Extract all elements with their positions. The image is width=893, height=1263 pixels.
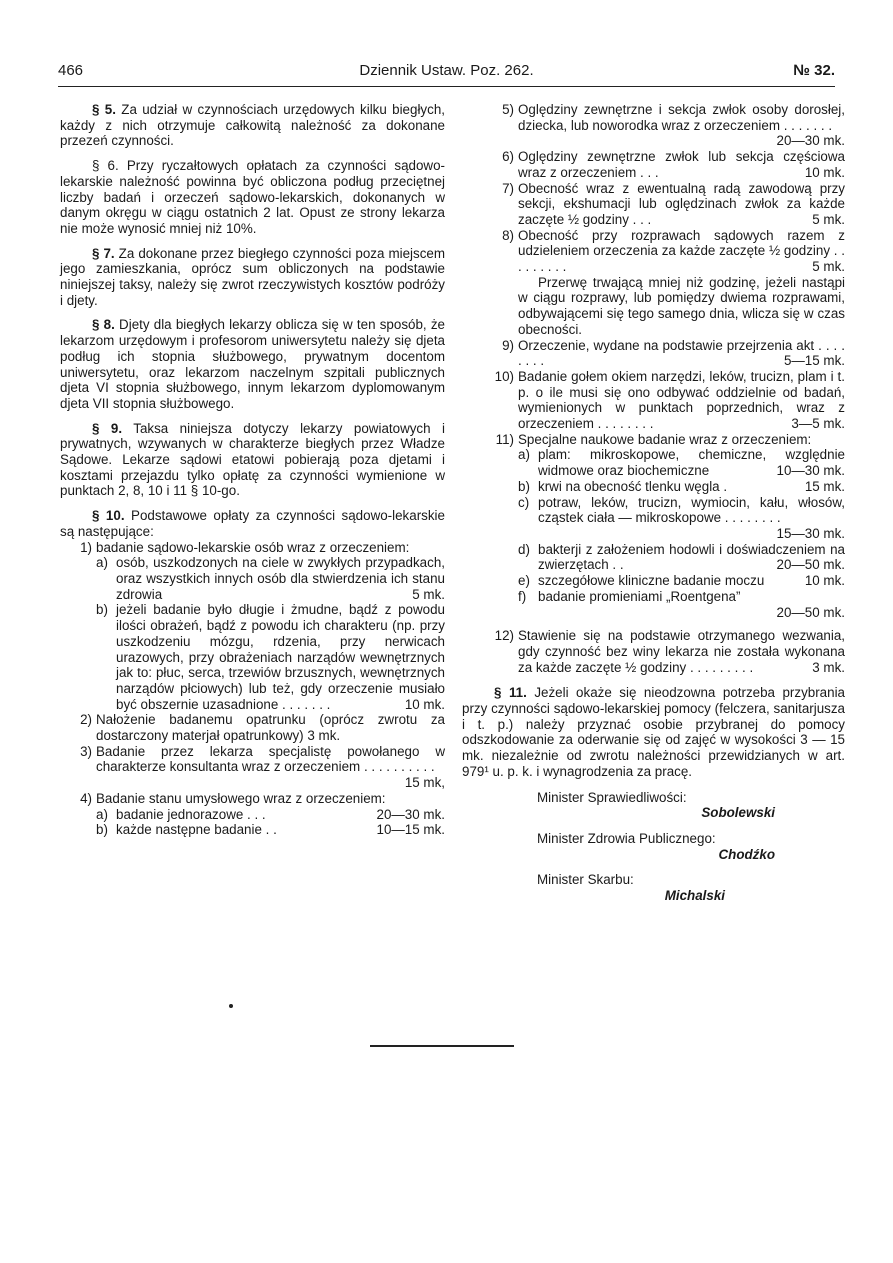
section-11: § 11. Jeżeli okaże się nieodzowna potrzeba przybrania przy czynności sądowo-lekarskiej pomocy (felczera, sanitarjusza i t. p.) należy przyznać osobie przybranej do pomocy odszkodowanie za oderwanie się od zajęć w wysokości 3 — 15 mk. niezależnie od zwrotu należności przewidzianych w art. 979¹ u. p. k. i wynagrodzenia za pracę. — [462, 685, 845, 779]
section-6: § 6. Przy ryczałtowych opłatach za czynności sądowo-lekarskie należność powinna być obliczona podług przeciętnej liczby badań i orzeczeń sądowo-lekarskich, dokonanych w danym okręgu w ciągu ostatnich 2 lat. Opust ze strony lekarza nie może wynosić mniej niż 10%. — [60, 158, 445, 236]
fee-item-9: 9) Orzeczenie, wydane na podstawie przejrzenia akt . . . . . . . . 5—15 mk. — [502, 337, 845, 369]
section-10: § 10. Podstawowe opłaty za czynności sądowo-lekarskie są następujące: — [60, 508, 445, 539]
signature-health: Minister Zdrowia Publicznego: Chodźko — [537, 830, 775, 862]
fee-item-11: 11) Specjalne naukowe badanie wraz z orzeczeniem: a) plam: mikroskopowe, chemiczne, względnie widmowe oraz biochemiczne 10—30 mk. b) krwi na obecność tlenku węgla . 15 mk. c) potraw, leków, trucizn, wymiocin, kału, włosów, cząstek ciała — mikroskopowe . . . . . . . . 15—30 mk. d) bakterji z założeniem hodowli i doświadczeniem na zwierzętach . . 20—50 mk. e) szczegółowe kliniczne badanie moczu 10 mk. f) badanie promieniami „Roentgena” 20—50 mk. — [495, 431, 845, 620]
fee-item-8-note: Przerwę trwającą mniej niż godzinę, jeżeli nastąpi w ciągu rozprawy, lub pomiędzy dwiema rozprawami, odbywającemi się tego samego dnia, wlicza się w czas obecności. — [518, 274, 845, 337]
fee-item-4: 4) Badanie stanu umysłowego wraz z orzeczeniem: a) badanie jednorazowe . . . 20—30 mk. b) każde następne badanie . . 10—15 mk. — [80, 790, 445, 838]
fee-item-1b: b) jeżeli badanie było długie i żmudne, bądź z powodu ilości obrażeń, bądź z powodu ich charakteru (np. przy uszkodzeniu mózgu, rdzenia, przy nerwicach urazowych, przy obrażeniach narządów wewnętrznych jak to: płuc, serca, trzewiów brzusznych, wewnętrznych narządów płciowych) lub też, gdy orzeczenie musiało być obszernie uzasadnione . . . . . . . 10 mk. — [96, 602, 445, 712]
fee-item-2: 2) Nałożenie badanemu opatrunku (oprócz zwrotu za dostarczony materjał opatrunkowy) 3 mk. — [80, 712, 445, 744]
fee-item-8: 8) Obecność przy rozprawach sądowych razem z udzieleniem orzeczenia za każde zaczęte ½ godziny . . . . . . . . . 5 mk. Przerwę trwającą mniej niż godzinę, jeżeli nastąpi w ciągu rozprawy, lub pomiędzy dwiema rozprawami, odbywającemi się tego samego dnia, wlicza się w czas obecności. — [502, 227, 845, 337]
journal-title: Dziennik Ustaw. Poz. 262. — [359, 62, 534, 79]
section-5: § 5. Za udział w czynnościach urzędowych kilku biegłych, każdy z nich otrzymuje całkowitą należność za dokonane przezeń czynności. — [60, 102, 445, 149]
section-9: § 9. Taksa niniejsza dotyczy lekarzy powiatowych i prywatnych, wzywanych w charakterze biegłych przez Władze Sądowe. Lekarze sądowi etatowi pobierają poza djetami i kosztami przejazdu tylko opłatę za czynności wymienione w punktach 2, 8, 10 i 11 § 10-go. — [60, 420, 445, 499]
page-number: 466 — [58, 62, 84, 79]
fee-item-4b: b) każde następne badanie . . 10—15 mk. — [96, 822, 445, 838]
fee-item-4a: a) badanie jednorazowe . . . 20—30 mk. — [96, 806, 445, 822]
fee-item-1: 1) badanie sądowo-lekarskie osób wraz z orzeczeniem: a) osób, uszkodzonych na ciele w zwykłych przypadkach, oraz wszystkich innych osób dla stwierdzenia ich stanu zdrowia 5 mk. b) jeżeli badanie było długie i żmudne, bądź z powodu ilości obrażeń, bądź z powodu ich charakteru (np. przy uszkodzeniu mózgu, rdzenia, przy nerwicach urazowych, przy obrażeniach narządów wewnętrznych jak to: płuc, serca, trzewiów brzusznych, wewnętrznych narządów płciowych) lub też, gdy orzeczenie musiało być obszernie uzasadnione . . . . . . . 10 mk. — [80, 539, 445, 712]
left-column — [60, 102, 445, 838]
fee-item-11e: e) szczegółowe kliniczne badanie moczu 10 mk. — [518, 573, 845, 589]
section-7: § 7. Za dokonane przez biegłego czynności poza miejscem jego zamieszkania, oprócz sum obliczonych na podstawie niniejszej taksy, należy się zwrot rzeczywistych kosztów podróży i djety. — [60, 245, 445, 308]
issue-number: № 32. — [793, 62, 835, 79]
section-8: § 8. Djety dla biegłych lekarzy oblicza się w ten sposób, że lekarzom urzędowym i profesorom uniwersytetu należy się djeta podług ich stopnia służbowego, prywatnym docentom uniwersytetu, oraz lekarzom naczelnym szpitali publicznych djeta VI stopnia służbowego, innym lekarzom dyplomowanym djeta VII stopnia służbowego. — [60, 317, 445, 411]
fee-item-10: 10) Badanie gołem okiem narzędzi, leków, trucizn, plam i t. p. o ile musi się ono odbywać oddzielnie od badań, wymienionych w punktach poprzednich, wraz z orzeczeniem . . . . . . . . 3—5 mk. — [494, 368, 845, 432]
fee-item-11b: b) krwi na obecność tlenku węgla . 15 mk. — [518, 478, 845, 494]
fee-item-12: 12) Stawienie się na podstawie otrzymanego wezwania, gdy czynność bez winy lekarza nie została wykonana za każde zaczęte ½ godziny . . . . . . . . . 3 mk. — [494, 628, 845, 675]
signature-treasury: Minister Skarbu: Michalski — [537, 872, 725, 904]
page-header — [58, 62, 835, 84]
fee-item-11d: d) bakterji z założeniem hodowli i doświadczeniem na zwierzętach . . 20—50 mk. — [518, 541, 845, 573]
fee-item-11f: f) badanie promieniami „Roentgena” 20—50 mk. — [518, 588, 845, 620]
signature-justice: Minister Sprawiedliwości: Sobolewski — [537, 789, 775, 821]
header-rule — [58, 86, 835, 87]
page-dot — [229, 1004, 233, 1008]
footer-rule — [370, 1045, 514, 1047]
right-column — [462, 102, 845, 904]
fee-item-1a: a) osób, uszkodzonych na ciele w zwykłych przypadkach, oraz wszystkich innych osób dla stwierdzenia ich stanu zdrowia 5 mk. — [96, 555, 445, 602]
fee-item-11a: a) plam: mikroskopowe, chemiczne, względnie widmowe oraz biochemiczne 10—30 mk. — [518, 447, 845, 479]
fee-item-5: 5) Oględziny zewnętrzne i sekcja zwłok osoby dorosłej, dziecka, lub noworodka wraz z orzeczeniem . . . . . . . 20—30 mk. — [502, 102, 845, 149]
fee-item-7: 7) Obecność wraz z ewentualną radą zawodową przy sekcji, ekshumacji lub oględzinach zwłok za każde zaczęte ½ godziny . . . 5 mk. — [502, 180, 845, 227]
fee-item-6: 6) Oględziny zewnętrzne zwłok lub sekcja częściowa wraz z orzeczeniem . . . 10 mk. — [502, 149, 845, 180]
fee-item-11c: c) potraw, leków, trucizn, wymiocin, kału, włosów, cząstek ciała — mikroskopowe . . . . . . . . 15—30 mk. — [518, 494, 845, 541]
fee-item-3: 3) Badanie przez lekarza specjalistę powołanego w charakterze konsultanta wraz z orzeczeniem . . . . . . . . . . 15 mk, — [80, 743, 445, 791]
